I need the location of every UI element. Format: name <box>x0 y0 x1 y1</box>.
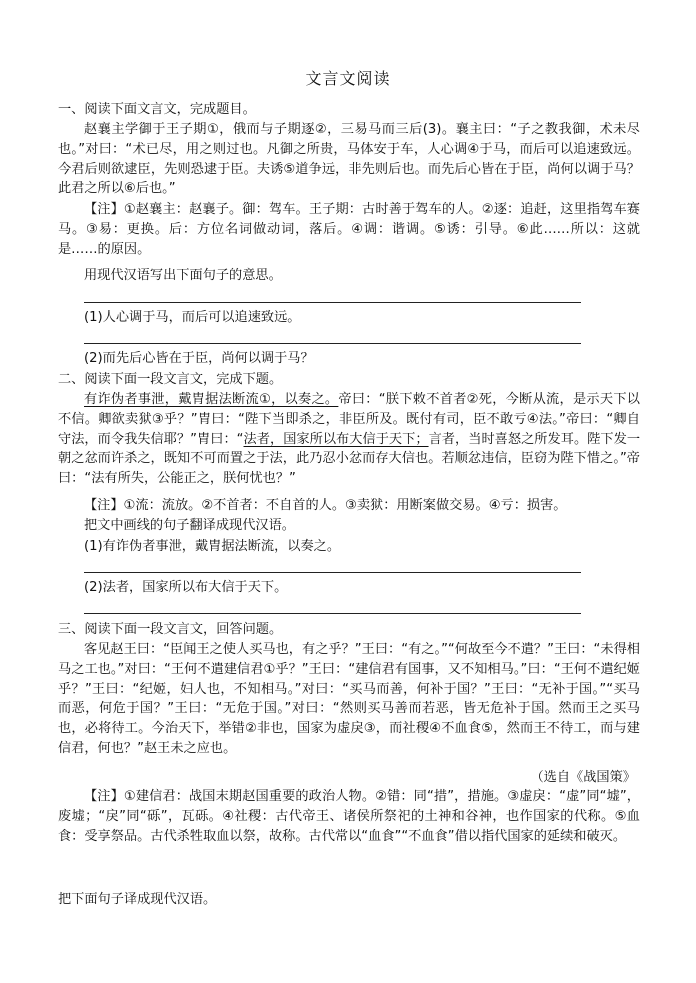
answer-line[interactable] <box>84 613 581 614</box>
source-citation: （选自《战国策》 <box>530 770 636 785</box>
section-2-task: 把文中画线的句子翻译成现代汉语。 <box>84 518 295 533</box>
answer-line[interactable] <box>84 302 581 303</box>
section-1-task: 用现代汉语写出下面句子的意思。 <box>84 268 282 283</box>
section-3-heading: 三、阅读下面一段文言文，回答问题。 <box>58 622 283 637</box>
section-2-question-2: (2)法者，国家所以布大信于天下。 <box>84 580 288 595</box>
answer-line[interactable] <box>84 343 581 344</box>
answer-line[interactable] <box>84 572 581 573</box>
passage-text: 言者，当时喜怒之所发耳。陛下发一朝之忿而许杀之，既知不可而置之于法，此乃忍小忿而存大信也。若顺忿违信，臣窃为陛下惜之。”帝曰：“法有所失，公能正之，朕何忧也？” <box>58 431 641 487</box>
passage-text: 帝曰：“朕下敕不首者②死，今断从流，是示天下以不信。卿欲卖狱③乎？”胄曰：“陛下当即杀之，非臣所及。既付有司，臣不敢亏④法。”帝曰：“卿自守法，而令我失信耶？”胄曰：“ <box>58 392 640 447</box>
section-3-notes: 【注】①建信君：战国末期赵国重要的政治人物。②错：同“措”，措施。③虚戾：“虚”同“墟”，废墟；“戾”同“砾”，瓦砾。④社稷：古代帝王、诸侯所祭祀的土神和谷神，也作国家的代称。⑤血食：受享祭品。古代杀牲取血以祭，故称。古代常以“血食”“不血食”借以指代国家的延续和破灭。 <box>58 789 640 844</box>
section-3-task: 把下面句子译成现代汉语。 <box>58 892 217 907</box>
underlined-sentence-2: 法者，国家所以布大信于天下； <box>243 431 429 447</box>
section-2-heading: 二、阅读下面一段文言文，完成下题。 <box>58 372 283 387</box>
underlined-sentence-1: 有诈伪者事泄，戴胄据法断流①，以奏之。 <box>84 392 339 407</box>
section-1-heading: 一、阅读下面文言文，完成题目。 <box>58 102 256 117</box>
document-title: 文言文阅读 <box>305 69 391 88</box>
section-2-notes: 【注】①流：流放。②不首者：不自首的人。③卖狱：用断案做交易。④亏：损害。 <box>84 498 567 513</box>
section-1-question-2: (2)而先后心皆在于臣，尚何以调于马？ <box>84 351 314 366</box>
section-2-passage <box>58 390 640 489</box>
section-1-question-1: (1)人心调于马，而后可以追速致远。 <box>84 310 301 325</box>
section-2-question-1: (1)有诈伪者事泄，戴胄据法断流，以奏之。 <box>84 539 341 554</box>
section-1-notes: 【注】①赵襄主：赵襄子。御：驾车。王子期：古时善于驾车的人。②逐：追赶，这里指驾车赛马。③易：更换。后：方位名词做动词，落后。④调：谐调。⑤诱：引导。⑥此……所以：这就是……的原因。 <box>58 202 640 257</box>
section-1-passage: 赵襄主学御于王子期①，俄而与子期逐②，三易马而三后(3)。襄主曰：“子之教我御，术未尽也。”对曰：“术已尽，用之则过也。凡御之所贵，马体安于车，人心调④于马，而后可以追速致远。今君后则欲逮臣，先则恐逮于臣。夫诱⑤道争远，非先则后也。而先后心皆在于臣，尚何以调于马？此君之所以⑥后也。” <box>58 122 640 197</box>
section-3-passage: 客见赵王曰：“臣闻王之使人买马也，有之乎？”王曰：“有之。”“何故至今不遣？”王曰：“未得相马之工也。”对曰：“王何不遣建信君①乎？”王曰：“建信君有国事，又不知相马。”曰：“王何不遣纪姬乎？”王曰：“纪姬，妇人也，不知相马。”对曰：“买马而善，何补于国？”王曰：“无补于国。”“买马而恶，何危于国？”王曰：“无危于国。”对曰：“然则买马善而若恶，皆无危补于国。然而王之买马也，必将待工。今治天下，举错②非也，国家为虚戾③，而社稷④不血食⑤，然而王不待工，而与建信君，何也？”赵王未之应也。 <box>58 642 640 756</box>
